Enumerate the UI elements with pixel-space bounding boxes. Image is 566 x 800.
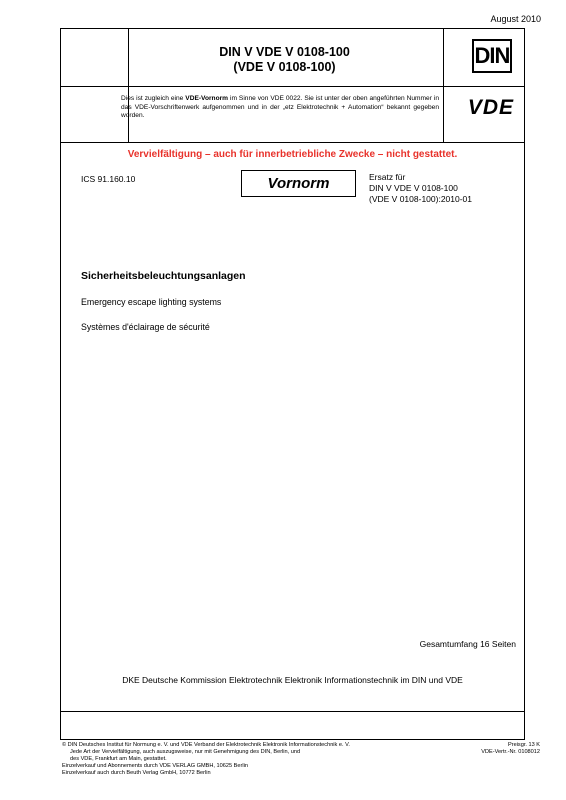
vde-logo: VDE bbox=[467, 96, 514, 119]
standard-number: DIN V VDE V 0108-100 bbox=[219, 45, 350, 59]
footer-line: Einzelverkauf auch durch Beuth Verlag GmbH, 10772 Berlin bbox=[62, 770, 211, 776]
replaces-standard: DIN V VDE V 0108-100 bbox=[369, 183, 458, 193]
title-english: Emergency escape lighting systems bbox=[81, 297, 222, 307]
price-group: Preisgr. 13 K bbox=[507, 742, 540, 748]
footer-line: Einzelverkauf und Abonnements durch VDE VERLAG GMBH, 10625 Berlin bbox=[62, 763, 248, 769]
divider bbox=[443, 29, 444, 142]
footer-line: Jede Art der Vervielfältigung, auch auszugsweise, nur mit Genehmigung des DIN, Berlin, und bbox=[70, 749, 301, 755]
intro-text: Dies ist zugleich eine VDE-Vornorm im Sinne von VDE 0022. Sie ist unter der oben angeführten Nummer in das VDE-Vorschriftenwerk aufgenommen und in der „etz Elektrotechnik + Automation“ bekannt gegeben worden. bbox=[121, 95, 439, 119]
divider bbox=[61, 142, 524, 143]
replaces-block bbox=[369, 172, 472, 205]
divider bbox=[61, 86, 524, 87]
footer-copyright bbox=[62, 742, 382, 777]
copy-warning: Vervielfältigung – auch für innerbetriebliche Zwecke – nicht gestattet. bbox=[127, 149, 458, 160]
title-french: Systèmes d'éclairage de sécurité bbox=[81, 322, 210, 332]
publication-date: August 2010 bbox=[490, 14, 541, 24]
divider bbox=[61, 711, 524, 712]
replaces-label: Ersatz für bbox=[369, 172, 406, 182]
footer-line: des VDE, Frankfurt am Main, gestattet. bbox=[70, 756, 167, 762]
total-pages: Gesamtumfang 16 Seiten bbox=[419, 639, 516, 649]
footer-price bbox=[481, 742, 540, 756]
vornorm-badge: Vornorm bbox=[241, 170, 356, 197]
din-logo: DIN bbox=[472, 39, 512, 73]
footer-line: © DIN Deutsches Institut für Normung e. V. und VDE Verband der Elektrotechnik Elektronik Informationstechnik e. V. bbox=[62, 742, 350, 748]
ics-code: ICS 91.160.10 bbox=[81, 174, 136, 184]
vde-order-number: VDE-Vertr.-Nr. 0108012 bbox=[481, 749, 540, 755]
standard-number-vde: (VDE V 0108-100) bbox=[233, 60, 336, 74]
dke-publisher: DKE Deutsche Kommission Elektrotechnik Elektronik Informationstechnik im DIN und VDE bbox=[122, 675, 463, 685]
replaces-standard-vde: (VDE V 0108-100):2010-01 bbox=[369, 194, 473, 204]
cover-frame bbox=[60, 28, 525, 740]
title-german: Sicherheitsbeleuchtungsanlagen bbox=[81, 270, 246, 282]
